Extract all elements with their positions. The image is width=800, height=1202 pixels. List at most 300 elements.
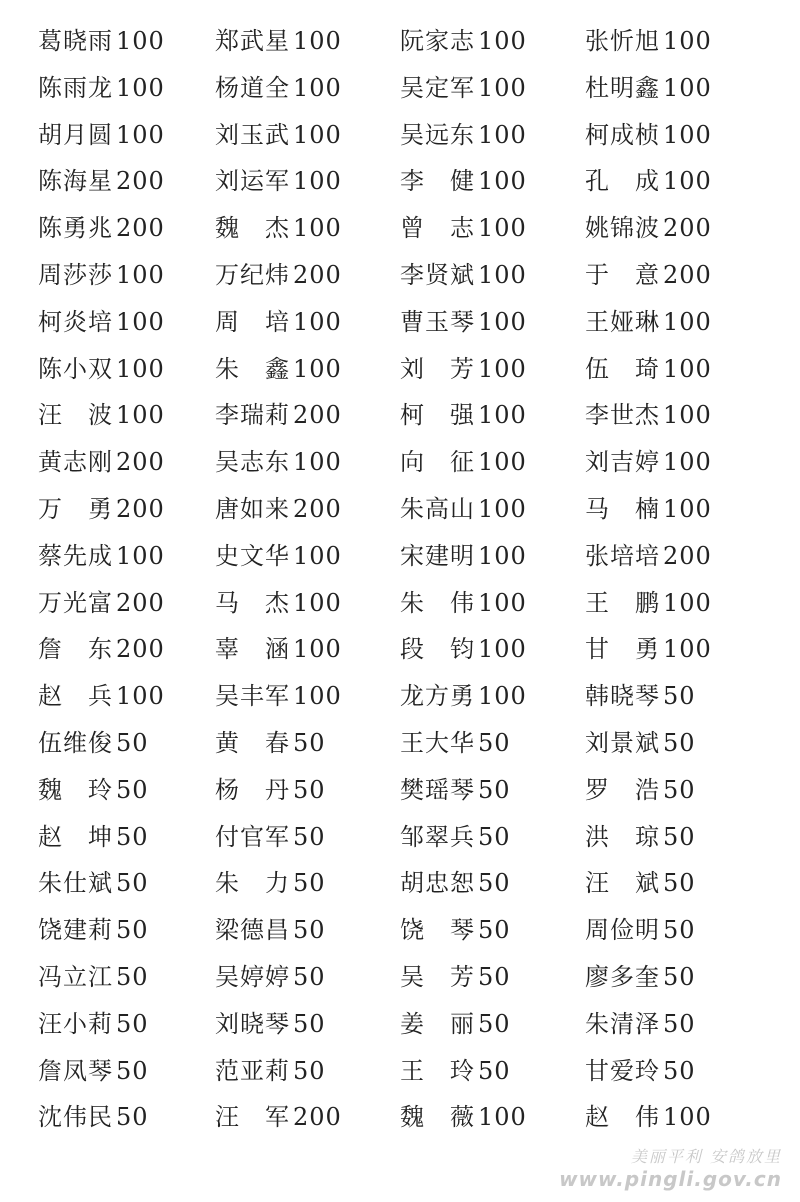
donor-entry (400, 1001, 511, 1048)
donor-name: 詹 东 (38, 635, 113, 664)
donor-row (0, 158, 800, 205)
donation-amount: 50 (478, 962, 511, 991)
donor-entry (400, 158, 527, 205)
donation-amount: 100 (293, 214, 342, 243)
donor-name: 魏 杰 (215, 214, 290, 243)
donor-row (0, 860, 800, 907)
donor-row (0, 205, 800, 252)
donor-entry (38, 486, 165, 533)
donor-entry (38, 720, 149, 767)
donor-entry (38, 580, 165, 627)
donor-name: 邹翠兵 (400, 822, 475, 851)
donor-entry (215, 814, 326, 861)
donation-amount: 50 (116, 962, 149, 991)
donor-name: 周 培 (215, 307, 290, 336)
donation-amount: 100 (293, 27, 342, 55)
donor-entry (585, 767, 696, 814)
donor-name: 朱高山 (400, 494, 475, 523)
donor-entry (585, 252, 712, 299)
watermark-title: 美丽平利 安鸽放里 (630, 1147, 782, 1166)
donation-amount: 100 (293, 307, 342, 336)
donor-name: 柯炎培 (38, 307, 113, 336)
donor-name: 王 鹏 (585, 588, 660, 617)
donor-name: 向 征 (400, 448, 475, 477)
donor-row (0, 626, 800, 673)
donor-row (0, 112, 800, 159)
donation-amount: 50 (663, 962, 696, 991)
donor-row (0, 439, 800, 486)
donation-amount: 100 (478, 214, 527, 243)
donor-entry (38, 860, 149, 907)
donor-name: 汪小莉 (38, 1009, 113, 1038)
donation-amount: 50 (663, 1009, 696, 1038)
donor-entry (400, 18, 527, 65)
donor-name: 罗 浩 (585, 775, 660, 804)
donor-entry (585, 1094, 712, 1141)
donation-amount: 200 (293, 1103, 342, 1132)
donor-name: 樊瑶琴 (400, 775, 475, 804)
donor-list (0, 18, 800, 1141)
donor-name: 刘晓琴 (215, 1009, 290, 1038)
donor-name: 周俭明 (585, 916, 660, 945)
donation-amount: 50 (478, 869, 511, 898)
donation-amount: 50 (293, 775, 326, 804)
donor-entry (215, 112, 342, 159)
donor-entry (400, 907, 511, 954)
donor-name: 张培培 (585, 541, 660, 570)
donor-entry (585, 860, 696, 907)
donor-name: 刘玉武 (215, 120, 290, 149)
donation-amount: 100 (293, 588, 342, 617)
donor-name: 胡忠恕 (400, 869, 475, 898)
donor-name: 甘爱玲 (585, 1056, 660, 1085)
donor-entry (400, 252, 527, 299)
donation-amount: 100 (293, 73, 342, 102)
donation-amount: 100 (116, 307, 165, 336)
watermark-url: www.pingli.gov.cn (559, 1167, 782, 1191)
donor-entry (215, 18, 342, 65)
donation-amount: 100 (293, 448, 342, 477)
donor-entry (38, 65, 165, 112)
donation-amount: 100 (478, 260, 527, 289)
donor-name: 饶建莉 (38, 916, 113, 945)
donor-row (0, 1048, 800, 1095)
donor-entry (585, 392, 712, 439)
donor-name: 李 健 (400, 167, 475, 196)
donor-entry (585, 533, 712, 580)
donation-amount: 100 (116, 120, 165, 149)
donor-name: 魏 薇 (400, 1103, 475, 1132)
donor-entry (400, 580, 527, 627)
donor-name: 阮家志 (400, 27, 475, 55)
donor-entry (38, 299, 165, 346)
donor-name: 刘景斌 (585, 728, 660, 757)
donation-amount: 100 (116, 260, 165, 289)
donation-amount: 100 (116, 27, 165, 55)
donor-name: 付官军 (215, 822, 290, 851)
donation-amount: 50 (293, 962, 326, 991)
donor-name: 李贤斌 (400, 260, 475, 289)
donation-amount: 50 (293, 916, 326, 945)
donor-entry (38, 252, 165, 299)
donation-amount: 50 (116, 1009, 149, 1038)
donation-amount: 100 (663, 27, 712, 55)
donor-name: 孔 成 (585, 167, 660, 196)
donation-amount: 50 (663, 775, 696, 804)
donor-entry (400, 112, 527, 159)
donor-name: 伍维俊 (38, 728, 113, 757)
donation-amount: 50 (478, 775, 511, 804)
donor-entry (215, 907, 326, 954)
donor-name: 郑武星 (215, 27, 290, 55)
donor-name: 朱 力 (215, 869, 290, 898)
donor-name: 朱 鑫 (215, 354, 290, 383)
donor-row (0, 1094, 800, 1141)
donor-entry (400, 439, 527, 486)
donor-name: 葛晓雨 (38, 27, 113, 55)
donor-name: 廖多奎 (585, 962, 660, 991)
donor-name: 汪 波 (38, 401, 113, 430)
donation-amount: 50 (663, 822, 696, 851)
donor-name: 刘运军 (215, 167, 290, 196)
donation-amount: 100 (116, 401, 165, 430)
donor-entry (38, 439, 165, 486)
donor-name: 张忻旭 (585, 27, 660, 55)
donor-name: 胡月圆 (38, 120, 113, 149)
donor-entry (585, 1048, 696, 1095)
donation-amount: 200 (663, 260, 712, 289)
donor-entry (400, 392, 527, 439)
donation-amount: 50 (663, 728, 696, 757)
donation-amount: 100 (478, 167, 527, 196)
donation-amount: 100 (116, 541, 165, 570)
donor-entry (215, 580, 342, 627)
donation-amount: 100 (663, 167, 712, 196)
donation-amount: 50 (663, 1056, 696, 1085)
donation-amount: 100 (116, 73, 165, 102)
donor-name: 王娅琳 (585, 307, 660, 336)
donor-name: 饶 琴 (400, 916, 475, 945)
donor-name: 朱 伟 (400, 588, 475, 617)
donor-name: 辜 涵 (215, 635, 290, 664)
donor-name: 甘 勇 (585, 635, 660, 664)
donation-amount: 100 (663, 120, 712, 149)
donor-name: 杨 丹 (215, 775, 290, 804)
donor-row (0, 580, 800, 627)
donor-row (0, 1001, 800, 1048)
donor-entry (400, 205, 527, 252)
donation-amount: 100 (478, 635, 527, 664)
donor-name: 杨道全 (215, 73, 290, 102)
donor-entry (215, 439, 342, 486)
donor-entry (215, 673, 342, 720)
donor-entry (585, 112, 712, 159)
donation-amount: 50 (116, 775, 149, 804)
donor-entry (215, 720, 326, 767)
donation-amount: 100 (478, 494, 527, 523)
donor-name: 陈小双 (38, 354, 113, 383)
donor-name: 陈勇兆 (38, 214, 113, 243)
donation-amount: 100 (478, 1103, 527, 1132)
donor-entry (38, 112, 165, 159)
donor-entry (400, 860, 511, 907)
donor-name: 黄 春 (215, 728, 290, 757)
donation-amount: 100 (663, 494, 712, 523)
donor-entry (400, 954, 511, 1001)
donation-amount: 50 (478, 1056, 511, 1085)
donor-name: 陈海星 (38, 167, 113, 196)
donor-row (0, 65, 800, 112)
donor-entry (585, 439, 712, 486)
donor-name: 万 勇 (38, 494, 113, 523)
donation-amount: 200 (116, 588, 165, 617)
donor-entry (215, 486, 342, 533)
donor-entry (215, 1001, 326, 1048)
donation-amount: 100 (293, 167, 342, 196)
donor-name: 万纪炜 (215, 260, 290, 289)
donation-amount: 100 (663, 635, 712, 664)
donor-name: 汪 斌 (585, 869, 660, 898)
donor-entry (215, 252, 342, 299)
donation-amount: 50 (663, 869, 696, 898)
donation-amount: 100 (478, 448, 527, 477)
donor-name: 詹凤琴 (38, 1056, 113, 1085)
donation-amount: 100 (663, 588, 712, 617)
donor-name: 龙方勇 (400, 682, 475, 711)
donation-amount: 50 (478, 728, 511, 757)
donor-entry (585, 814, 696, 861)
donor-entry (215, 392, 342, 439)
donor-name: 吴婷婷 (215, 962, 290, 991)
donor-entry (585, 158, 712, 205)
donation-amount: 100 (293, 120, 342, 149)
donor-name: 马 杰 (215, 588, 290, 617)
donor-entry (38, 626, 165, 673)
donor-entry (38, 1001, 149, 1048)
donation-amount: 100 (478, 588, 527, 617)
donation-amount: 50 (478, 916, 511, 945)
donation-amount: 200 (293, 401, 342, 430)
donor-entry (400, 626, 527, 673)
donation-amount: 50 (478, 822, 511, 851)
donor-row (0, 299, 800, 346)
donor-entry (215, 65, 342, 112)
donation-amount: 200 (293, 260, 342, 289)
donor-name: 李世杰 (585, 401, 660, 430)
donor-row (0, 954, 800, 1001)
donor-name: 周莎莎 (38, 260, 113, 289)
donor-entry (400, 346, 527, 393)
donation-amount: 100 (478, 307, 527, 336)
donation-amount: 100 (478, 120, 527, 149)
donor-name: 刘 芳 (400, 354, 475, 383)
donor-name: 吴 芳 (400, 962, 475, 991)
donation-amount: 100 (478, 354, 527, 383)
donor-entry (38, 673, 165, 720)
donor-entry (38, 205, 165, 252)
donor-name: 姚锦波 (585, 214, 660, 243)
donor-name: 于 意 (585, 260, 660, 289)
donor-entry (215, 626, 342, 673)
donor-entry (585, 299, 712, 346)
donation-amount: 100 (478, 541, 527, 570)
donation-amount: 50 (663, 682, 696, 711)
donor-name: 万光富 (38, 588, 113, 617)
donor-entry (215, 1048, 326, 1095)
donor-name: 曹玉琴 (400, 307, 475, 336)
donation-amount: 50 (293, 869, 326, 898)
donor-name: 赵 坤 (38, 822, 113, 851)
donor-name: 柯 强 (400, 401, 475, 430)
donor-entry (38, 392, 165, 439)
donor-entry (215, 1094, 342, 1141)
donor-entry (215, 767, 326, 814)
donor-entry (400, 673, 527, 720)
donor-name: 吴定军 (400, 73, 475, 102)
donor-name: 冯立江 (38, 962, 113, 991)
donation-amount: 50 (116, 869, 149, 898)
donor-row (0, 18, 800, 65)
donor-name: 伍 琦 (585, 354, 660, 383)
donation-amount: 200 (663, 541, 712, 570)
donation-amount: 200 (116, 214, 165, 243)
donor-name: 王 玲 (400, 1056, 475, 1085)
donor-name: 汪 军 (215, 1103, 290, 1132)
donor-name: 魏 玲 (38, 775, 113, 804)
donor-name: 朱仕斌 (38, 869, 113, 898)
donor-name: 沈伟民 (38, 1103, 113, 1132)
donor-entry (400, 767, 511, 814)
donor-entry (585, 720, 696, 767)
donor-name: 吴远东 (400, 120, 475, 149)
site-watermark (559, 1147, 782, 1192)
donor-name: 王大华 (400, 728, 475, 757)
donor-name: 曾 志 (400, 214, 475, 243)
donor-entry (215, 299, 342, 346)
donor-row (0, 673, 800, 720)
donor-name: 韩晓琴 (585, 682, 660, 711)
donor-entry (400, 1094, 527, 1141)
donor-row (0, 720, 800, 767)
donation-amount: 50 (293, 1056, 326, 1085)
donation-amount: 100 (116, 682, 165, 711)
donor-name: 吴丰军 (215, 682, 290, 711)
donor-entry (38, 346, 165, 393)
donor-entry (400, 299, 527, 346)
donation-amount: 50 (116, 1056, 149, 1085)
donor-name: 杜明鑫 (585, 73, 660, 102)
donation-amount: 100 (478, 27, 527, 55)
donor-entry (585, 907, 696, 954)
donor-entry (400, 486, 527, 533)
donation-amount: 200 (116, 635, 165, 664)
donor-row (0, 252, 800, 299)
donor-name: 陈雨龙 (38, 73, 113, 102)
donor-name: 朱清泽 (585, 1009, 660, 1038)
donation-amount: 100 (663, 354, 712, 383)
donor-name: 马 楠 (585, 494, 660, 523)
donation-amount: 200 (116, 167, 165, 196)
donation-amount: 100 (663, 307, 712, 336)
donor-entry (585, 1001, 696, 1048)
donor-name: 赵 兵 (38, 682, 113, 711)
donation-amount: 200 (663, 214, 712, 243)
donor-entry (585, 673, 696, 720)
donation-amount: 200 (116, 448, 165, 477)
donation-amount: 100 (478, 682, 527, 711)
donation-amount: 50 (293, 728, 326, 757)
donor-entry (215, 860, 326, 907)
donor-row (0, 767, 800, 814)
donor-row (0, 533, 800, 580)
donation-amount: 100 (663, 73, 712, 102)
donation-amount: 100 (116, 354, 165, 383)
donation-amount: 50 (663, 916, 696, 945)
donor-entry (585, 65, 712, 112)
donor-name: 洪 琼 (585, 822, 660, 851)
donation-amount: 50 (293, 1009, 326, 1038)
donor-entry (585, 346, 712, 393)
donation-amount: 100 (293, 682, 342, 711)
donor-row (0, 392, 800, 439)
donor-entry (400, 1048, 511, 1095)
donor-name: 柯成桢 (585, 120, 660, 149)
donation-amount: 200 (293, 494, 342, 523)
donor-entry (400, 533, 527, 580)
donor-name: 姜 丽 (400, 1009, 475, 1038)
donor-name: 蔡先成 (38, 541, 113, 570)
donor-name: 宋建明 (400, 541, 475, 570)
donation-amount: 50 (116, 1103, 149, 1132)
donation-amount: 200 (116, 494, 165, 523)
donation-amount: 50 (116, 822, 149, 851)
donor-entry (38, 158, 165, 205)
donor-name: 赵 伟 (585, 1103, 660, 1132)
donation-amount: 50 (293, 822, 326, 851)
donor-entry (215, 205, 342, 252)
donor-name: 段 钧 (400, 635, 475, 664)
donation-amount: 100 (478, 401, 527, 430)
donor-entry (215, 533, 342, 580)
donor-entry (585, 205, 712, 252)
donation-amount: 100 (478, 73, 527, 102)
donation-amount: 100 (663, 448, 712, 477)
donor-entry (400, 814, 511, 861)
donation-amount: 100 (293, 354, 342, 383)
donor-entry (38, 1094, 149, 1141)
donation-amount: 50 (116, 728, 149, 757)
donation-amount: 100 (293, 635, 342, 664)
donor-entry (38, 767, 149, 814)
donor-entry (585, 626, 712, 673)
donor-name: 黄志刚 (38, 448, 113, 477)
donor-row (0, 814, 800, 861)
donor-name: 范亚莉 (215, 1056, 290, 1085)
donor-name: 唐如来 (215, 494, 290, 523)
donor-entry (585, 580, 712, 627)
donor-entry (38, 907, 149, 954)
donation-amount: 100 (293, 541, 342, 570)
donor-name: 吴志东 (215, 448, 290, 477)
donor-entry (215, 954, 326, 1001)
donation-amount: 100 (663, 401, 712, 430)
donor-name: 史文华 (215, 541, 290, 570)
donor-entry (585, 486, 712, 533)
donation-amount: 50 (478, 1009, 511, 1038)
donor-name: 李瑞莉 (215, 401, 290, 430)
donor-row (0, 486, 800, 533)
donor-row (0, 346, 800, 393)
